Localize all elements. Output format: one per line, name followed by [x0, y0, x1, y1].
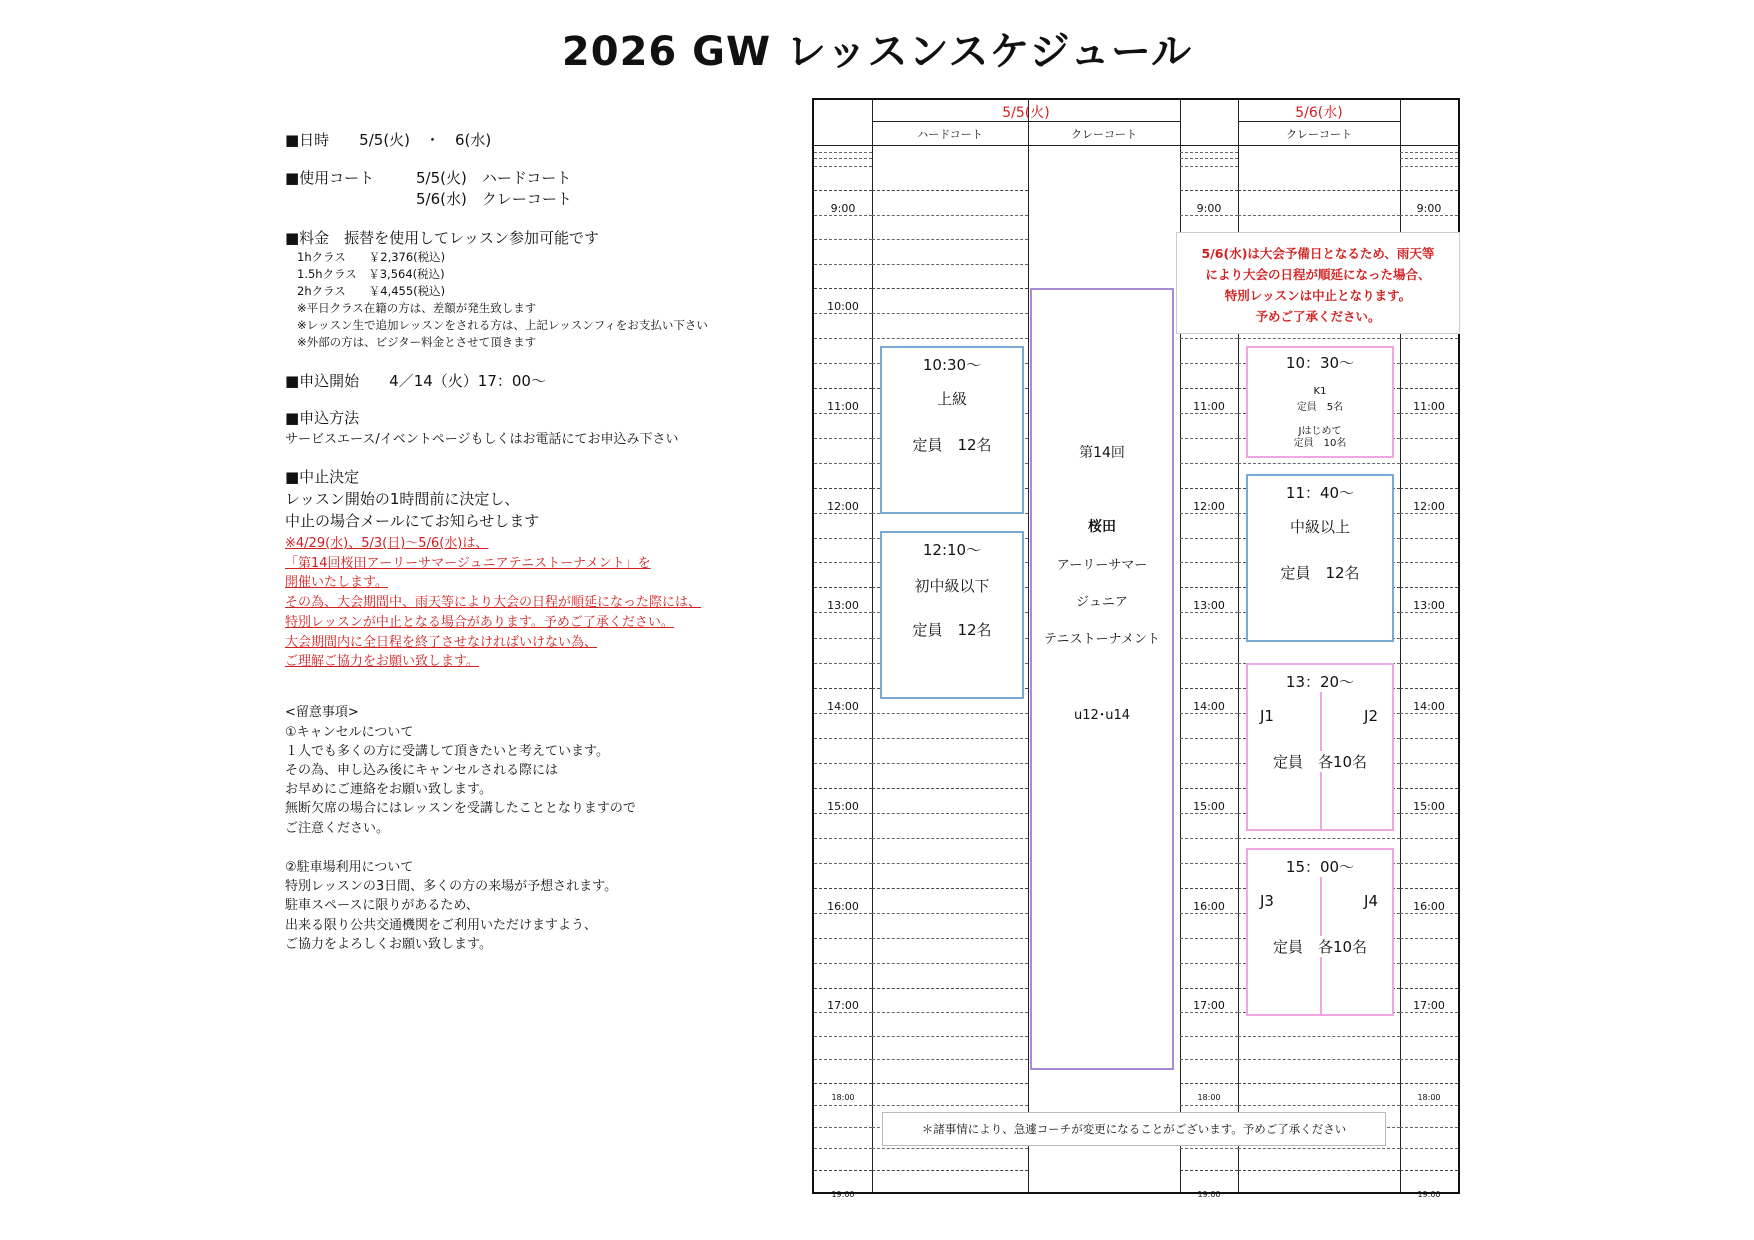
- quarter-line: [814, 313, 872, 314]
- time-label: 16:00: [827, 900, 859, 913]
- quarter-line: [1400, 538, 1458, 539]
- hour-line: [814, 488, 872, 489]
- quarter-line: [1400, 1105, 1458, 1106]
- remark1-line-4: お早めにご連絡をお願い致します。: [285, 782, 492, 797]
- cancel-title: ■中止決定: [285, 468, 360, 486]
- lesson-time: 10：30～: [1285, 354, 1355, 372]
- quarter-line: [1180, 438, 1238, 439]
- quarter-line: [1180, 1012, 1238, 1013]
- quarter-line: [1180, 513, 1238, 514]
- quarter-line: [814, 239, 872, 240]
- quarter-line: [872, 813, 1028, 814]
- time-label: 15:00: [1413, 800, 1445, 813]
- lesson-capacity: 定員 12名: [912, 436, 992, 454]
- quarter-line: [1180, 363, 1238, 364]
- hour-line: [872, 288, 1028, 289]
- quarter-line: [814, 713, 872, 714]
- hour-line: [872, 1170, 1028, 1171]
- hour-line: [1400, 388, 1458, 389]
- quarter-line: [1180, 638, 1238, 639]
- quarter-line: [814, 463, 872, 464]
- quarter-line: [1400, 963, 1458, 964]
- fee-line-1: 1hクラス ￥2,376(税込): [297, 250, 446, 264]
- quarter-line: [872, 1148, 1028, 1149]
- hour-line: [814, 688, 872, 689]
- cancel-line-1: レッスン開始の1時間前に決定し、: [285, 490, 520, 508]
- lesson-block[interactable]: [880, 531, 1024, 699]
- lesson-block[interactable]: [880, 346, 1024, 514]
- red-note-4: その為、大会期間中、雨天等により大会の日程が順延になった際には、: [285, 595, 702, 610]
- quarter-line: [872, 239, 1028, 240]
- lesson-class: J4: [1364, 892, 1378, 910]
- notice-line: 特別レッスンは中止となります。: [1224, 288, 1412, 303]
- quarter-line: [1180, 738, 1238, 739]
- quarter-line: [1180, 713, 1238, 714]
- quarter-line: [814, 338, 872, 339]
- time-label: 12:00: [827, 500, 859, 513]
- method-title: ■申込方法: [285, 409, 360, 427]
- quarter-line: [1400, 363, 1458, 364]
- quarter-line: [872, 264, 1028, 265]
- quarter-line: [1180, 562, 1238, 563]
- remarks-title: <留意事項>: [285, 705, 359, 720]
- quarter-line: [1400, 215, 1458, 216]
- time-label: 14:00: [827, 700, 859, 713]
- lesson-time: 15：00～: [1278, 856, 1362, 877]
- quarter-line: [1180, 863, 1238, 864]
- lesson-capacity: 定員 12名: [912, 621, 992, 639]
- time-label: 11:00: [1413, 400, 1445, 413]
- fee-line-3: 2hクラス ￥4,455(税込): [297, 284, 446, 298]
- quarter-line: [1400, 738, 1458, 739]
- time-label: 12:00: [1413, 500, 1445, 513]
- quarter-line: [1400, 1059, 1458, 1060]
- quarter-line: [1400, 863, 1458, 864]
- quarter-line: [1400, 813, 1458, 814]
- hour-line: [1400, 1170, 1458, 1171]
- tournament-line: 桜田: [1088, 519, 1116, 535]
- day1-header: 5/5(火): [1002, 105, 1050, 121]
- header-subline: [1180, 158, 1238, 159]
- time-label: 15:00: [827, 800, 859, 813]
- lesson-time: 12:10～: [922, 541, 982, 559]
- hour-line: [814, 788, 872, 789]
- quarter-line: [1400, 713, 1458, 714]
- quarter-line: [872, 215, 1028, 216]
- coach-change-note: ＊諸事情により、急遽コーチが変更になることがございます。予めご了承ください: [882, 1112, 1386, 1146]
- hour-line: [872, 888, 1028, 889]
- hour-line: [1400, 688, 1458, 689]
- hour-line: [1180, 388, 1238, 389]
- fee-title: ■料金 振替を使用してレッスン参加可能です: [285, 229, 600, 247]
- lesson-capacity: 定員 5名: [1296, 402, 1344, 413]
- quarter-line: [1400, 612, 1458, 613]
- col-divider: [1028, 100, 1029, 1192]
- time-label: 13:00: [1413, 599, 1445, 612]
- tournament-line: アーリーサマー: [1056, 558, 1148, 573]
- remark1-line-3: その為、申し込み後にキャンセルされる際には: [285, 763, 559, 778]
- quarter-line: [1400, 413, 1458, 414]
- hour-line: [814, 190, 872, 191]
- court-label: ■使用コート: [285, 169, 375, 187]
- hour-line: [1400, 1083, 1458, 1084]
- quarter-line: [814, 1012, 872, 1013]
- quarter-line: [872, 313, 1028, 314]
- time-label: 11:00: [1193, 400, 1225, 413]
- rain-notice: [1176, 232, 1460, 334]
- quarter-line: [814, 513, 872, 514]
- lesson-level: 中級以上: [1289, 518, 1350, 536]
- hour-line: [814, 388, 872, 389]
- quarter-line: [1238, 838, 1400, 839]
- quarter-line: [872, 1036, 1028, 1037]
- hour-line: [1400, 788, 1458, 789]
- time-label: 16:00: [1193, 900, 1225, 913]
- lesson-capacity: 定員 10名: [1293, 438, 1347, 449]
- quarter-line: [872, 863, 1028, 864]
- quarter-line: [1180, 1148, 1238, 1149]
- lesson-level: 上級: [936, 390, 967, 408]
- court-header-clay: クレーコート: [1071, 128, 1137, 141]
- time-label: 11:00: [827, 400, 859, 413]
- hour-line: [814, 888, 872, 889]
- hour-line: [1400, 888, 1458, 889]
- quarter-line: [1400, 1012, 1458, 1013]
- quarter-line: [872, 1059, 1028, 1060]
- notice-line: 5/6(水)は大会予備日となるため、雨天等: [1201, 246, 1435, 261]
- quarter-line: [1180, 338, 1238, 339]
- hour-line: [1180, 1170, 1238, 1171]
- quarter-line: [1400, 438, 1458, 439]
- lesson-block[interactable]: [1246, 346, 1394, 458]
- lesson-class: K1: [1313, 386, 1327, 397]
- quarter-line: [1238, 463, 1400, 464]
- remark1-line-1: ①キャンセルについて: [285, 725, 414, 740]
- quarter-line: [872, 1012, 1028, 1013]
- quarter-line: [1180, 963, 1238, 964]
- quarter-line: [814, 438, 872, 439]
- remark2-line-1: ②駐車場利用について: [285, 860, 414, 875]
- quarter-line: [814, 838, 872, 839]
- quarter-line: [814, 638, 872, 639]
- remark2-line-4: 出来る限り公共交通機関をご利用いただけますよう、: [285, 918, 598, 933]
- quarter-line: [814, 1059, 872, 1060]
- quarter-line: [1400, 463, 1458, 464]
- hour-line: [872, 190, 1028, 191]
- lesson-capacity: 定員 各10名: [1268, 936, 1372, 957]
- header-subline: [814, 166, 872, 167]
- hour-line: [1180, 1083, 1238, 1084]
- header-subline: [1180, 152, 1238, 153]
- quarter-line: [1238, 1105, 1400, 1106]
- hour-line: [1238, 1083, 1400, 1084]
- fee-note-3: ※外部の方は、ビジター料金とさせて頂きます: [297, 335, 537, 349]
- hour-line: [1238, 1170, 1400, 1171]
- hour-line: [814, 1170, 872, 1171]
- header-subline: [1180, 166, 1238, 167]
- time-label: 19:00: [1197, 1190, 1221, 1199]
- quarter-line: [1238, 215, 1400, 216]
- quarter-line: [1238, 1148, 1400, 1149]
- quarter-line: [814, 763, 872, 764]
- header-subline: [1400, 152, 1458, 153]
- red-note-6: 大会期間内に全日程を終了させなければいけない為、: [285, 635, 598, 650]
- quarter-line: [814, 1105, 872, 1106]
- apply-start: ■申込開始 4／14（火）17：00～: [285, 372, 546, 390]
- quarter-line: [1180, 763, 1238, 764]
- quarter-line: [814, 938, 872, 939]
- fee-line-2: 1.5hクラス ￥3,564(税込): [297, 267, 445, 281]
- tournament-line: u12･u14: [1073, 708, 1131, 723]
- quarter-line: [814, 538, 872, 539]
- hour-line: [1180, 587, 1238, 588]
- quarter-line: [814, 413, 872, 414]
- lesson-class: J3: [1260, 892, 1274, 910]
- court-header-hard: ハードコート: [917, 128, 983, 141]
- quarter-line: [814, 863, 872, 864]
- lesson-capacity: 定員 各10名: [1268, 751, 1372, 772]
- quarter-line: [1180, 913, 1238, 914]
- red-note-3: 開催いたします。: [285, 575, 388, 590]
- time-label: 18:00: [1197, 1093, 1221, 1102]
- lesson-block[interactable]: [1246, 663, 1394, 831]
- quarter-line: [814, 913, 872, 914]
- quarter-line: [814, 738, 872, 739]
- hour-line: [1180, 788, 1238, 789]
- time-label: 10:00: [827, 300, 859, 313]
- court-line-2: 5/6(水) クレーコート: [416, 190, 572, 208]
- quarter-line: [872, 738, 1028, 739]
- quarter-line: [1400, 938, 1458, 939]
- quarter-line: [1238, 1059, 1400, 1060]
- hour-line: [1400, 190, 1458, 191]
- time-label: 17:00: [827, 999, 859, 1012]
- hour-line: [814, 1083, 872, 1084]
- quarter-line: [814, 663, 872, 664]
- remark2-line-2: 特別レッスンの3日間、多くの方の来場が予想されます。: [285, 879, 618, 894]
- remark2-line-5: ご協力をよろしくお願い致します。: [285, 937, 492, 952]
- hour-line: [872, 988, 1028, 989]
- lesson-time: 11：40～: [1285, 484, 1355, 502]
- quarter-line: [1180, 663, 1238, 664]
- quarter-line: [1400, 513, 1458, 514]
- hour-line: [1238, 190, 1400, 191]
- header-subline: [814, 158, 872, 159]
- quarter-line: [1400, 1148, 1458, 1149]
- time-label: 19:00: [1417, 1190, 1441, 1199]
- quarter-line: [1400, 562, 1458, 563]
- time-label: 13:00: [827, 599, 859, 612]
- quarter-line: [1400, 1127, 1458, 1128]
- quarter-line: [814, 963, 872, 964]
- hour-line: [814, 587, 872, 588]
- quarter-line: [872, 913, 1028, 914]
- lesson-time: 13：20～: [1278, 671, 1362, 692]
- quarter-line: [1238, 338, 1400, 339]
- red-note-5: 特別レッスンが中止となる場合があります。予めご了承ください。: [285, 615, 674, 630]
- quarter-line: [814, 612, 872, 613]
- quarter-line: [1400, 763, 1458, 764]
- quarter-line: [814, 1148, 872, 1149]
- time-label: 14:00: [1193, 700, 1225, 713]
- court-header-clay-day2: クレーコート: [1286, 128, 1352, 141]
- quarter-line: [1180, 1036, 1238, 1037]
- tournament-block: [1030, 288, 1174, 1070]
- time-label: 19:00: [831, 1190, 855, 1199]
- method-text: サービスエース/イベントページもしくはお電話にてお申込み下さい: [285, 432, 679, 447]
- quarter-line: [814, 1036, 872, 1037]
- header-subline: [1400, 166, 1458, 167]
- lesson-time: 10:30～: [922, 356, 982, 374]
- tournament-line: テニストーナメント: [1044, 632, 1160, 647]
- hour-line: [1400, 488, 1458, 489]
- quarter-line: [1180, 413, 1238, 414]
- hour-line: [1180, 988, 1238, 989]
- hour-line: [814, 288, 872, 289]
- quarter-line: [814, 813, 872, 814]
- time-label: 9:00: [830, 202, 856, 215]
- time-label: 17:00: [1413, 999, 1445, 1012]
- lesson-class: Jはじめて: [1298, 426, 1342, 437]
- quarter-line: [1180, 215, 1238, 216]
- time-label: 9:00: [1416, 202, 1442, 215]
- time-label: 9:00: [1196, 202, 1222, 215]
- lesson-level: 初中級以下: [914, 577, 990, 595]
- fee-note-1: ※平日クラス在籍の方は、差額が発生致します: [297, 301, 537, 315]
- hour-line: [1180, 190, 1238, 191]
- red-note-7: ご理解ご協力をお願い致します。: [285, 654, 479, 669]
- red-note-2: 「第14回桜田アーリーサマージュニアテニストーナメント」を: [285, 556, 651, 571]
- remark1-line-2: １人でも多くの方に受講して頂きたいと考えています。: [285, 744, 609, 759]
- quarter-line: [814, 562, 872, 563]
- time-label: 15:00: [1193, 800, 1225, 813]
- remark2-line-3: 駐車スペースに限りがあるため、: [285, 898, 479, 913]
- tournament-line: 第14回: [1079, 445, 1125, 461]
- time-label: 13:00: [1193, 599, 1225, 612]
- date-line: ■日時 5/5(火) ・ 6(水): [285, 131, 492, 149]
- quarter-line: [872, 938, 1028, 939]
- hour-line: [1180, 488, 1238, 489]
- header-subline: [814, 152, 872, 153]
- time-label: 18:00: [831, 1093, 855, 1102]
- quarter-line: [872, 763, 1028, 764]
- quarter-line: [814, 363, 872, 364]
- quarter-line: [1180, 838, 1238, 839]
- quarter-line: [1180, 1059, 1238, 1060]
- time-label: 12:00: [1193, 500, 1225, 513]
- quarter-line: [1180, 612, 1238, 613]
- lesson-capacity: 定員 12名: [1280, 564, 1360, 582]
- quarter-line: [1400, 838, 1458, 839]
- quarter-line: [1180, 538, 1238, 539]
- quarter-line: [872, 963, 1028, 964]
- hour-line: [1400, 587, 1458, 588]
- time-label: 14:00: [1413, 700, 1445, 713]
- quarter-line: [1400, 638, 1458, 639]
- hour-line: [814, 988, 872, 989]
- day2-header: 5/6(水): [1295, 105, 1343, 121]
- fee-note-2: ※レッスン生で追加レッスンをされる方は、上記レッスンフィをお支払い下さい: [297, 318, 708, 332]
- quarter-line: [1180, 1105, 1238, 1106]
- quarter-line: [814, 264, 872, 265]
- quarter-line: [1180, 813, 1238, 814]
- hour-line: [872, 788, 1028, 789]
- notice-line: 予めご了承ください。: [1255, 309, 1381, 324]
- time-label: 17:00: [1193, 999, 1225, 1012]
- time-label: 18:00: [1417, 1093, 1441, 1102]
- quarter-line: [1400, 913, 1458, 914]
- hour-line: [872, 1083, 1028, 1084]
- header-subline: [1400, 158, 1458, 159]
- lesson-block[interactable]: [1246, 474, 1394, 642]
- cancel-line-2: 中止の場合メールにてお知らせします: [285, 512, 540, 530]
- quarter-line: [814, 1127, 872, 1128]
- page-title: 2026 GW レッスンスケジュール: [561, 29, 1193, 75]
- quarter-line: [872, 338, 1028, 339]
- red-note-1: ※4/29(水)、5/3(日)～5/6(水)は、: [285, 536, 489, 551]
- lesson-block[interactable]: [1246, 848, 1394, 1016]
- quarter-line: [1180, 938, 1238, 939]
- tournament-line: ジュニア: [1076, 595, 1128, 610]
- quarter-line: [814, 215, 872, 216]
- quarter-line: [1400, 663, 1458, 664]
- lesson-class: J2: [1364, 707, 1378, 725]
- quarter-line: [872, 713, 1028, 714]
- quarter-line: [1400, 1036, 1458, 1037]
- hour-line: [1400, 988, 1458, 989]
- hour-line: [1180, 888, 1238, 889]
- lesson-class: J1: [1260, 707, 1274, 725]
- remark1-line-6: ご注意ください。: [285, 821, 390, 836]
- remark1-line-5: 無断欠席の場合にはレッスンを受講したこととなりますので: [285, 801, 636, 816]
- hour-line: [1180, 688, 1238, 689]
- quarter-line: [1400, 338, 1458, 339]
- quarter-line: [872, 1105, 1028, 1106]
- quarter-line: [872, 838, 1028, 839]
- quarter-line: [1238, 1036, 1400, 1037]
- court-line-1: 5/5(火) ハードコート: [416, 169, 572, 187]
- notice-line: により大会の日程が順延になった場合、: [1205, 267, 1431, 282]
- quarter-line: [1180, 463, 1238, 464]
- time-label: 16:00: [1413, 900, 1445, 913]
